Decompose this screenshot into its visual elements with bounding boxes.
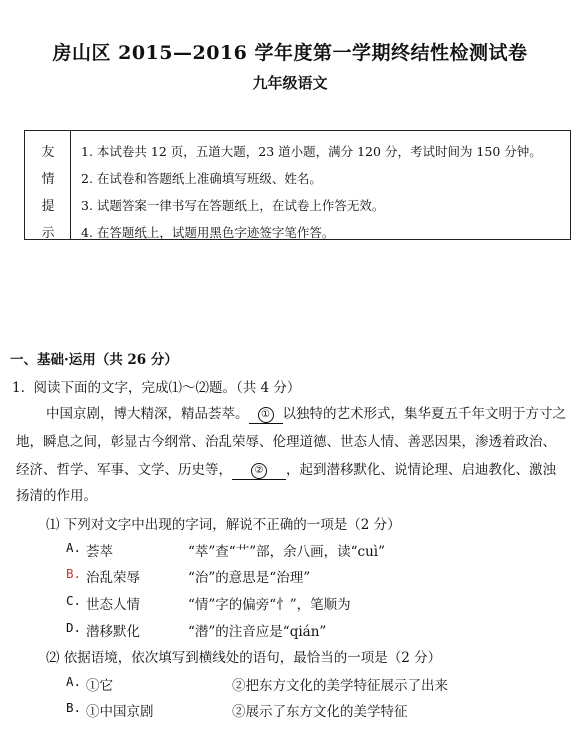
notice-label-char: 示 xyxy=(41,226,55,241)
blank-2 xyxy=(232,463,286,480)
notice-line: 1. 本试卷共 12 页，五道大题，23 道小题，满分 120 分，考试时间为 150 分钟。 xyxy=(81,144,542,159)
passage-line-3 xyxy=(16,458,556,480)
option-term: 世态人情 xyxy=(86,597,140,613)
option-second: ②把东方文化的美学特征展示了出来 xyxy=(232,678,448,694)
question-number: 1. xyxy=(12,380,25,396)
option-letter: B. xyxy=(66,700,82,715)
subquestion-2-prompt: ⑵ 依据语境，依次填写到横线处的语句，最恰当的一项是（2 分） xyxy=(46,650,442,666)
notice-box xyxy=(24,130,571,240)
passage-text: ，起到潜移默化、说情论理、启迪教化、激浊 xyxy=(286,462,556,478)
option-a xyxy=(66,540,81,556)
option-first: ①它 xyxy=(86,678,113,694)
notice-label-char: 提 xyxy=(41,199,55,214)
passage-line-1 xyxy=(46,402,566,424)
option-b xyxy=(66,566,81,582)
exam-title: 房山区 2015—2016 学年度第一学期终结性检测试卷 xyxy=(52,42,528,64)
exam-subtitle: 九年级语文 xyxy=(252,74,328,92)
passage-text: 中国京剧，博大精深，精品荟萃。 xyxy=(46,406,249,422)
passage-text: 以独特的艺术形式，集华夏五千年文明于方寸之 xyxy=(282,406,566,422)
notice-label-char: 情 xyxy=(41,172,55,187)
option-note: “情”字的偏旁“忄”，笔顺为 xyxy=(188,597,351,613)
option-second: ②展示了东方文化的美学特征 xyxy=(232,704,408,720)
blank-1 xyxy=(249,407,283,424)
passage-line-2: 地，瞬息之间，彰显古今纲常、治乱荣辱、伦理道德、世态人情、善恶因果，渗透着政治、 xyxy=(16,434,556,450)
option-note: “萃”查“艹”部，余八画，读“cuì” xyxy=(188,544,385,560)
passage-line-4: 扬清的作用。 xyxy=(16,488,97,504)
option-term: 荟萃 xyxy=(86,544,113,560)
option-term: 治乱荣辱 xyxy=(86,570,140,586)
option-letter: A. xyxy=(66,674,82,689)
notice-line: 2. 在试卷和答题纸上准确填写班级、姓名。 xyxy=(81,171,322,186)
option-first: ①中国京剧 xyxy=(86,704,154,720)
section-heading: 一、基础·运用（共 26 分） xyxy=(10,352,178,368)
question-prompt: 阅读下面的文字，完成⑴～⑵题。（共 4 分） xyxy=(33,380,301,396)
option-b xyxy=(66,700,81,716)
option-a xyxy=(66,674,81,690)
notice-label-char: 友 xyxy=(41,145,55,160)
notice-line: 4. 在答题纸上，试题用黑色字迹签字笔作答。 xyxy=(81,225,335,240)
option-note: “治”的意思是“治理” xyxy=(188,570,311,586)
option-d xyxy=(66,620,81,636)
option-letter: B. xyxy=(66,566,82,581)
option-note: “潜”的注音应是“qián” xyxy=(188,624,327,640)
passage-text: 经济、哲学、军事、文学、历史等， xyxy=(16,462,232,478)
notice-line: 3. 试题答案一律书写在答题纸上，在试卷上作答无效。 xyxy=(81,198,385,213)
subquestion-1-prompt: ⑴ 下列对文字中出现的字词，解说不正确的一项是（2 分） xyxy=(46,517,401,533)
option-letter: C. xyxy=(66,593,82,608)
option-c xyxy=(66,593,81,609)
option-term: 潜移默化 xyxy=(86,624,140,640)
blank-number: ② xyxy=(251,463,267,479)
option-letter: D. xyxy=(66,620,82,635)
notice-label-column xyxy=(25,131,71,239)
option-letter: A. xyxy=(66,540,82,555)
blank-number: ① xyxy=(258,407,274,423)
question-1 xyxy=(12,376,300,396)
